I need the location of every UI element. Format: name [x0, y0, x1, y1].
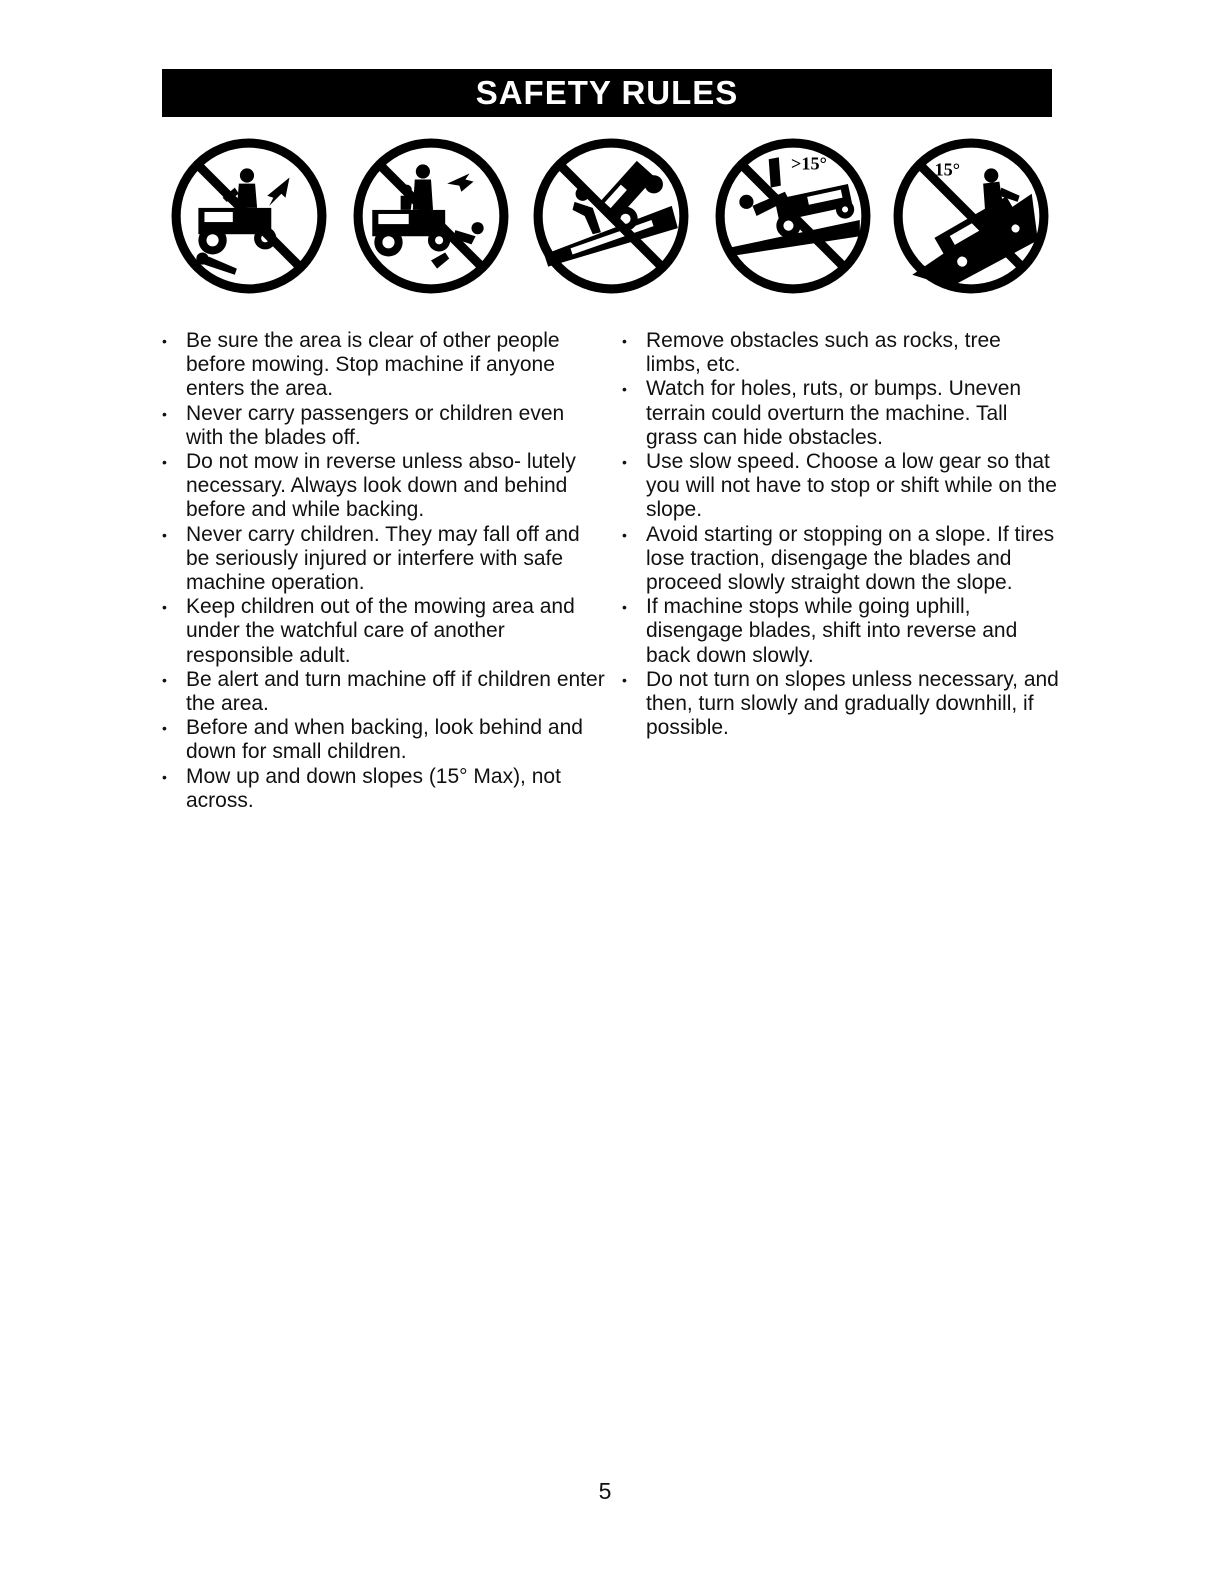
list-item: • Do not mow in reverse unless abso- lutely necessary. Always look down and behind before and while backing. [160, 450, 605, 523]
no-mowing-across-slope-icon [890, 135, 1052, 297]
page-number: 5 [598, 1478, 612, 1504]
list-item: • Never carry passengers or children even with the blades off. [160, 402, 605, 450]
list-item: • Keep children out of the mowing area and under the watchful care of another responsible adult. [160, 595, 605, 668]
section-title: SAFETY RULES [162, 69, 1052, 117]
list-item: • If machine stops while going uphill, disengage blades, shift into reverse and back down slowly. [620, 595, 1060, 668]
list-item: • Avoid starting or stopping on a slope. If tires lose traction, disengage the blades and proceed slowly straight down the slope. [620, 523, 1060, 596]
no-slope-over-15-degrees-icon [712, 135, 874, 297]
no-people-in-mowing-area-icon [168, 135, 330, 297]
list-item: • Be alert and turn machine off if children enter the area. [160, 668, 605, 716]
list-item: • Watch for holes, ruts, or bumps. Uneven terrain could overturn the machine. Tall grass can hide obstacles. [620, 377, 1060, 450]
no-mowing-steep-slopes-icon [530, 135, 692, 297]
list-item: • Never carry children. They may fall off and be seriously injured or interfere with safe machine operation. [160, 523, 605, 596]
list-item: • Use slow speed. Choose a low gear so that you will not have to stop or shift while on the slope. [620, 450, 1060, 523]
slope-angle-label: 15° [934, 159, 961, 180]
safety-pictograms [160, 135, 1060, 305]
list-item: • Mow up and down slopes (15° Max), not across. [160, 765, 605, 813]
list-item: • Be sure the area is clear of other people before mowing. Stop machine if anyone enters the area. [160, 329, 605, 402]
safety-rules-right-column [620, 329, 1060, 740]
list-item: • Do not turn on slopes unless necessary, and then, turn slowly and gradually downhill, if possible. [620, 668, 1060, 741]
list-item: • Before and when backing, look behind and down for small children. [160, 716, 605, 764]
no-passengers-icon [350, 135, 512, 297]
safety-rules-left-column [160, 329, 605, 813]
list-item: • Remove obstacles such as rocks, tree limbs, etc. [620, 329, 1060, 377]
slope-angle-label: >15° [790, 153, 827, 174]
